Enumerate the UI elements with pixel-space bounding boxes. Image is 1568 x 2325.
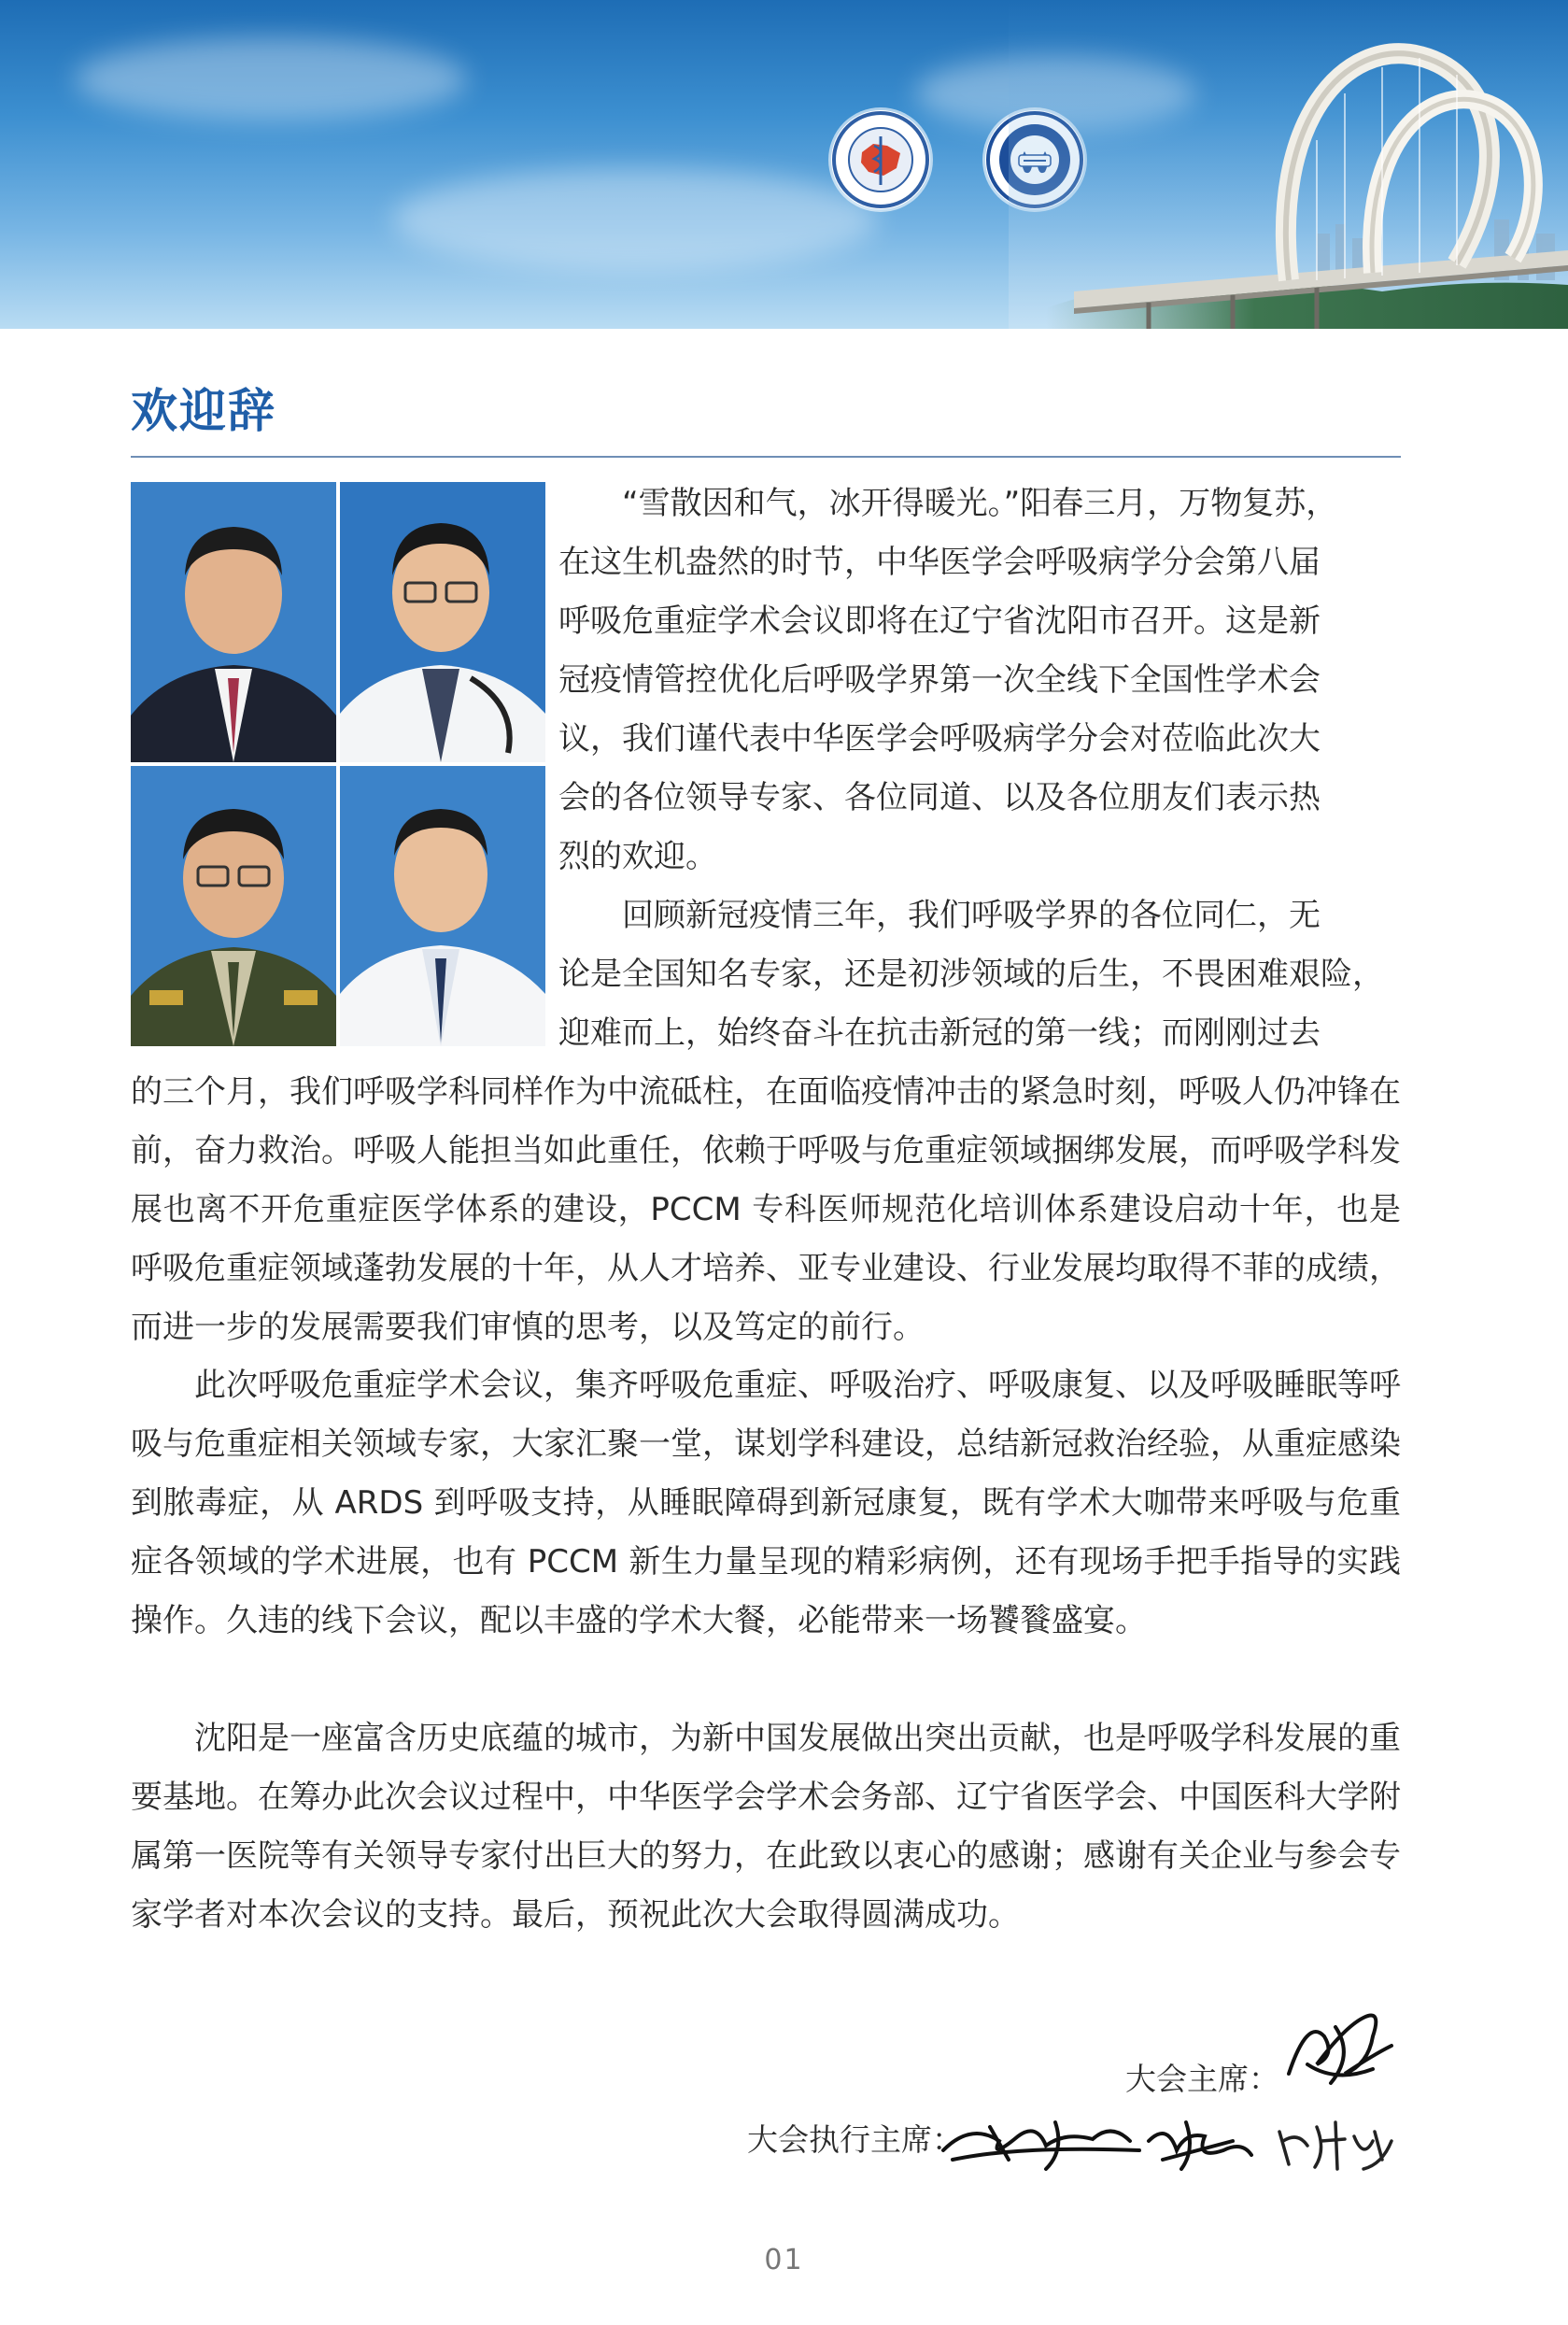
portrait-photo-2 bbox=[340, 482, 545, 762]
text-line: 议，我们谨代表中华医学会呼吸病学分会对莅临此次大 bbox=[558, 720, 1321, 758]
page-title: 欢迎辞 bbox=[131, 384, 276, 438]
chinese-medical-association-logo bbox=[831, 110, 930, 209]
chair-label: 大会主席： bbox=[1125, 2061, 1279, 2097]
chair-signature bbox=[1279, 1999, 1401, 2102]
paragraph-intro bbox=[558, 475, 1401, 1063]
text-line: 呼吸危重症学术会议即将在辽宁省沈阳市召开。这是新 bbox=[558, 603, 1321, 640]
title-divider bbox=[131, 456, 1401, 458]
portrait-photo-3 bbox=[131, 766, 336, 1046]
text-line: 迎难而上，始终奋斗在抗击新冠的第一线；而刚刚过去 bbox=[558, 1014, 1321, 1052]
text-line: 烈的欢迎。 bbox=[558, 838, 717, 875]
portrait-photo-4 bbox=[340, 766, 545, 1046]
text-line: 冠疫情管控优化后呼吸学界第一次全线下全国性学术会 bbox=[558, 661, 1321, 699]
text-line: 会的各位领导专家、各位同道、以及各位朋友们表示热 bbox=[558, 779, 1321, 816]
executive-signature-1 bbox=[934, 2104, 1149, 2178]
text-line: 在这生机盎然的时节，中华医学会呼吸病学分会第八届 bbox=[558, 544, 1321, 581]
executive-signature-3 bbox=[1270, 2104, 1401, 2178]
paragraph-conference: 此次呼吸危重症学术会议，集齐呼吸危重症、呼吸治疗、呼吸康复、以及呼吸睡眠等呼吸与危重症相关领域专家，大家汇聚一堂，谋划学科建设，总结新冠救治经验，从重症感染到脓毒症，从 ARDS 到呼吸支持，从睡眠障碍到新冠康复，既有学术大咖带来呼吸与危重症各领域的学术进展，也有 PCCM 新生力量呈现的精彩病例，还有现场手把手指导的实践操作。久违的线下会议，配以丰盛的学术大餐，必能带来一场饕餮盛宴。 bbox=[131, 1367, 1401, 1639]
portrait-photo-1 bbox=[131, 482, 336, 762]
text-line: 论是全国知名专家，还是初涉领域的后生，不畏困难艰险， bbox=[558, 956, 1384, 993]
text-line: 回顾新冠疫情三年，我们呼吸学界的各位同仁，无 bbox=[622, 897, 1321, 934]
page-number: 01 bbox=[764, 2244, 804, 2276]
paragraph-review-continued: 的三个月，我们呼吸学科同样作为中流砥柱，在面临疫情冲击的紧急时刻，呼吸人仍冲锋在前，奋力救治。呼吸人能担当如此重任，依赖于呼吸与危重症领域捆绑发展，而呼吸学科发展也离不开危重症医学体系的建设，PCCM 专科医师规范化培训体系建设启动十年，也是呼吸危重症领域蓬勃发展的十年，从人才培养、亚专业建设、行业发展均取得不菲的成绩，而进一步的发展需要我们审慎的思考，以及笃定的前行。 bbox=[131, 1073, 1401, 1346]
executive-signature-2 bbox=[1139, 2104, 1261, 2178]
paragraph-shenyang: 沈阳是一座富含历史底蕴的城市，为新中国发展做出突出贡献，也是呼吸学科发展的重要基地。在筹办此次会议过程中，中华医学会学术会务部、辽宁省医学会、中国医科大学附属第一医院等有关领导专家付出巨大的努力，在此致以衷心的感谢；感谢有关企业与参会专家学者对本次会议的支持。最后，预祝此次大会取得圆满成功。 bbox=[131, 1720, 1401, 1934]
bridge-arch-illustration bbox=[1009, 0, 1568, 329]
executive-chair-label: 大会执行主席： bbox=[747, 2121, 963, 2158]
text-line: “雪散因和气，冰开得暖光。”阳春三月，万物复苏， bbox=[622, 485, 1338, 522]
header-banner bbox=[0, 0, 1568, 329]
